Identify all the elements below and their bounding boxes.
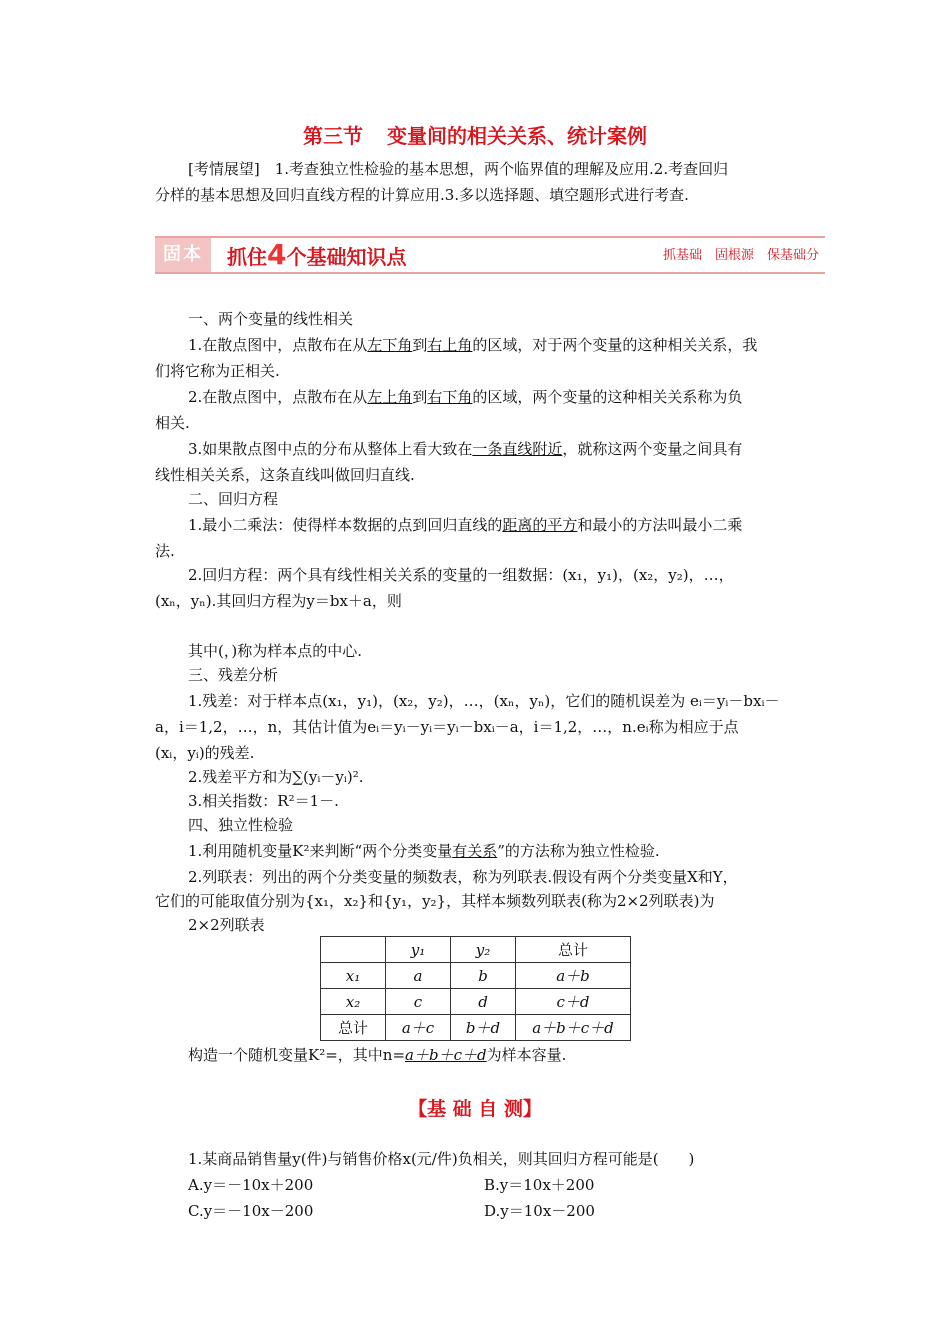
self-test-heading: 【基 础 自 测】 [408, 1098, 542, 1120]
paragraph-negative-correlation: 2.在散点图中，点散布在从左上角到右下角的区域，两个变量的这种相关关系称为负 [188, 388, 743, 406]
table-caption: 2×2列联表 [188, 916, 265, 934]
question-1-option-a: A.y＝－10x＋200 [188, 1176, 314, 1194]
question-1-option-b: B.y＝10x＋200 [484, 1176, 595, 1194]
question-1-option-d: D.y＝10x－200 [484, 1202, 595, 1220]
paragraph-negative-correlation-cont: 相关. [155, 414, 190, 432]
heading-regression-equation: 二、回归方程 [188, 490, 279, 508]
question-1-stem: 1.某商品销售量y(件)与销售价格x(元/件)负相关，则其回归方程可能是( ) [188, 1150, 695, 1168]
heading-linear-correlation: 一、两个变量的线性相关 [188, 310, 354, 328]
paragraph-sample-center: 其中(，)称为样本点的中心. [188, 642, 362, 660]
paragraph-positive-correlation-cont: 们将它称为正相关. [155, 362, 280, 380]
exam-outlook-line-2: 分样的基本思想及回归直线方程的计算应用.3.多以选择题、填空题形式进行考查. [155, 186, 689, 204]
paragraph-residual-cont-2: (xᵢ，yᵢ)的残差. [155, 744, 255, 762]
page-title [0, 120, 950, 149]
paragraph-k2-test: 1.利用随机变量K²来判断“两个分类变量有关系”的方法称为独立性检验. [188, 842, 660, 860]
paragraph-residual: 1.残差：对于样本点(x₁，y₁)，(x₂，y₂)，…，(xₙ，yₙ)，它们的随机误差为 eᵢ＝yᵢ－bxᵢ－ [188, 692, 780, 710]
paragraph-random-variable: 构造一个随机变量K²=，其中n=a＋b＋c＋d为样本容量. [188, 1046, 567, 1064]
paragraph-regression-formula: 2.回归方程：两个具有线性相关关系的变量的一组数据：(x₁，y₁)，(x₂，y₂)，…， [188, 566, 734, 584]
paragraph-correlation-index: 3.相关指数：R²＝1－. [188, 792, 339, 810]
paragraph-regression-line: 3.如果散点图中点的分布从整体上看大致在一条直线附近，就称这两个变量之间具有 [188, 440, 743, 458]
paragraph-least-squares-cont: 法. [155, 542, 175, 560]
banner-slogan: 抓基础 固根源 保基础分 [662, 248, 819, 263]
paragraph-least-squares: 1.最小二乘法：使得样本数据的点到回归直线的距离的平方和最小的方法叫最小二乘 [188, 516, 743, 534]
question-1-option-c: C.y＝－10x－200 [188, 1202, 314, 1220]
heading-residual-analysis: 三、残差分析 [188, 666, 279, 684]
heading-independence-test: 四、独立性检验 [188, 816, 294, 834]
paragraph-residual-cont-1: a，i＝1,2，…，n，其估计值为eᵢ＝yᵢ－yᵢ＝yᵢ－bxᵢ－a，i＝1,2，…，n.eᵢ称为相应于点 [155, 718, 739, 736]
paragraph-positive-correlation: 1.在散点图中，点散布在从左下角到右上角的区域，对于两个变量的这种相关关系，我 [188, 336, 758, 354]
banner-title: 抓住4个基础知识点 [227, 238, 407, 271]
table-header-row: y₁ y₂ 总计 [321, 937, 631, 963]
paragraph-regression-formula-cont: (xₙ，yₙ).其回归方程为y＝bx＋a，则 [155, 592, 402, 610]
table-row: x₂ c d c＋d [321, 989, 631, 1015]
contingency-table [320, 936, 631, 1041]
section-title: 变量间的相关关系、统计案例 [387, 124, 647, 148]
section-number: 第三节 [303, 124, 363, 148]
paragraph-contingency-table: 2.列联表：列出的两个分类变量的频数表，称为列联表.假设有两个分类变量X和Y， [188, 868, 738, 886]
paragraph-residual-sum-squares: 2.残差平方和为∑(yᵢ－yᵢ)². [188, 768, 364, 786]
table-row: 总计 a＋c b＋d a＋b＋c＋d [321, 1015, 631, 1041]
banner-tag: 固本 [155, 238, 211, 272]
section-banner [155, 236, 825, 274]
paragraph-contingency-table-cont: 它们的可能取值分别为{x₁，x₂}和{y₁，y₂}，其样本频数列联表(称为2×2列联表)为 [155, 892, 715, 910]
paragraph-regression-line-cont: 线性相关关系，这条直线叫做回归直线. [155, 466, 415, 484]
exam-outlook-line-1: [考情展望] 1.考查独立性检验的基本思想，两个临界值的理解及应用.2.考查回归 [188, 160, 729, 178]
table-row: x₁ a b a＋b [321, 963, 631, 989]
